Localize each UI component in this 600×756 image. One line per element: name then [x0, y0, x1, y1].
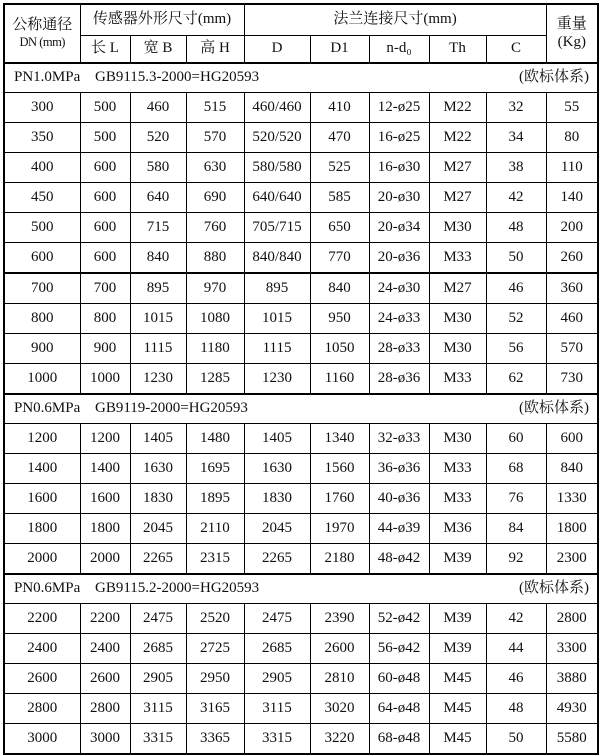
table-row [4, 213, 598, 243]
table-cell: 68 [486, 454, 546, 484]
table-cell: 16-ø25 [369, 123, 429, 153]
table-cell: 800 [80, 304, 130, 334]
table-cell: 28-ø36 [369, 364, 429, 395]
table-cell: 1050 [310, 334, 369, 364]
table-row [4, 183, 598, 213]
table-cell: 20-ø36 [369, 243, 429, 274]
table-cell: 900 [4, 334, 80, 364]
table-cell: 55 [546, 93, 598, 123]
table-cell: 38 [486, 153, 546, 183]
table-row [4, 694, 598, 724]
header-row-groups [4, 4, 598, 36]
table-cell: 880 [186, 243, 244, 274]
header-col-width-b: 宽 B [130, 36, 186, 64]
table-cell: 580/580 [244, 153, 310, 183]
table-cell: 1560 [310, 454, 369, 484]
table-cell: M33 [429, 364, 486, 395]
table-cell: 360 [546, 273, 598, 304]
table-cell: M39 [429, 544, 486, 575]
table-cell: 1200 [4, 424, 80, 454]
table-cell: 400 [4, 153, 80, 183]
table-cell: 140 [546, 183, 598, 213]
table-cell: 525 [310, 153, 369, 183]
table-cell: M33 [429, 484, 486, 514]
table-cell: 1800 [4, 514, 80, 544]
table-cell: 52 [486, 304, 546, 334]
table-cell: 3000 [4, 724, 80, 755]
table-cell: 24-ø33 [369, 304, 429, 334]
table-cell: 1405 [244, 424, 310, 454]
table-cell: 600 [80, 183, 130, 213]
table-cell: M45 [429, 664, 486, 694]
table-cell: 2265 [244, 544, 310, 575]
table-cell: 450 [4, 183, 80, 213]
table-cell: 3315 [130, 724, 186, 755]
table-cell: 1000 [80, 364, 130, 395]
table-cell: 1200 [80, 424, 130, 454]
table-cell: 1830 [130, 484, 186, 514]
table-cell: M30 [429, 304, 486, 334]
table-cell: 570 [186, 123, 244, 153]
table-cell: 3365 [186, 724, 244, 755]
table-cell: 460 [130, 93, 186, 123]
table-cell: 44 [486, 634, 546, 664]
table-cell: 68-ø48 [369, 724, 429, 755]
table-cell: 2905 [244, 664, 310, 694]
table-cell: 2400 [4, 634, 80, 664]
table-cell: 2390 [310, 604, 369, 634]
table-row [4, 273, 598, 304]
table-cell: 600 [546, 424, 598, 454]
table-row [4, 364, 598, 395]
table-cell: 2600 [4, 664, 80, 694]
table-row [4, 664, 598, 694]
table-cell: M30 [429, 424, 486, 454]
table-row [4, 544, 598, 575]
table-cell: 46 [486, 273, 546, 304]
table-cell: 2800 [4, 694, 80, 724]
table-cell: 760 [186, 213, 244, 243]
table-cell: 2315 [186, 544, 244, 575]
section-pressure-rating: PN0.6MPa [14, 400, 81, 417]
table-cell: 650 [310, 213, 369, 243]
table-cell: 1340 [310, 424, 369, 454]
table-cell: 3315 [244, 724, 310, 755]
table-cell: 600 [80, 213, 130, 243]
table-cell: 640/640 [244, 183, 310, 213]
table-cell: 1080 [186, 304, 244, 334]
table-cell: 715 [130, 213, 186, 243]
table-cell: 2600 [80, 664, 130, 694]
table-row [4, 604, 598, 634]
table-row [4, 484, 598, 514]
table-cell: 56-ø42 [369, 634, 429, 664]
header-row-subcols [4, 36, 598, 64]
table-cell: 2475 [244, 604, 310, 634]
table-cell: 520/520 [244, 123, 310, 153]
table-cell: 585 [310, 183, 369, 213]
table-cell: 600 [80, 153, 130, 183]
table-row [4, 153, 598, 183]
table-cell: 3220 [310, 724, 369, 755]
table-cell: 1405 [130, 424, 186, 454]
section-header-cell [4, 63, 598, 93]
table-cell: 350 [4, 123, 80, 153]
table-cell: 62 [486, 364, 546, 395]
table-cell: 2800 [80, 694, 130, 724]
table-cell: 2300 [546, 544, 598, 575]
table-cell: M27 [429, 183, 486, 213]
table-cell: 1695 [186, 454, 244, 484]
table-cell: 3000 [80, 724, 130, 755]
table-cell: 24-ø30 [369, 273, 429, 304]
table-cell: M39 [429, 634, 486, 664]
table-cell: 1160 [310, 364, 369, 395]
table-cell: 705/715 [244, 213, 310, 243]
table-cell: 80 [546, 123, 598, 153]
table-cell: 2000 [4, 544, 80, 575]
table-cell: 410 [310, 93, 369, 123]
table-cell: M27 [429, 273, 486, 304]
table-cell: 1230 [244, 364, 310, 395]
table-cell: 1000 [4, 364, 80, 395]
table-cell: 2000 [80, 544, 130, 575]
table-cell: M45 [429, 724, 486, 755]
table-cell: 2045 [244, 514, 310, 544]
table-cell: 460 [546, 304, 598, 334]
table-cell: 580 [130, 153, 186, 183]
table-cell: 3880 [546, 664, 598, 694]
table-cell: 64-ø48 [369, 694, 429, 724]
table-cell: 2200 [4, 604, 80, 634]
section-system-note: (欧标体系) [519, 69, 590, 86]
table-row [4, 424, 598, 454]
section-header-row [4, 394, 598, 424]
table-cell: 76 [486, 484, 546, 514]
table-cell: 2725 [186, 634, 244, 664]
header-dn [4, 4, 80, 63]
header-dn-line1: 公称通径 [12, 17, 73, 34]
header-weight-line2: (Kg) [557, 34, 586, 50]
table-cell: 2520 [186, 604, 244, 634]
table-cell: 36-ø36 [369, 454, 429, 484]
table-cell: 1180 [186, 334, 244, 364]
table-cell: 515 [186, 93, 244, 123]
table-cell: 110 [546, 153, 598, 183]
table-cell: 48 [486, 213, 546, 243]
table-cell: 1760 [310, 484, 369, 514]
table-cell: 970 [186, 273, 244, 304]
table-cell: 1630 [130, 454, 186, 484]
table-cell: 900 [80, 334, 130, 364]
table-cell: 460/460 [244, 93, 310, 123]
table-cell: M36 [429, 514, 486, 544]
table-cell: 3020 [310, 694, 369, 724]
header-col-n-d0: n-d₀ [369, 36, 429, 64]
table-cell: M33 [429, 243, 486, 274]
table-cell: 1230 [130, 364, 186, 395]
header-col-th: Th [429, 36, 486, 64]
table-cell: 32 [486, 93, 546, 123]
table-cell: 895 [244, 273, 310, 304]
flange-dimension-table [3, 3, 599, 755]
header-dn-line2: DN (mm) [19, 35, 65, 50]
table-cell: 12-ø25 [369, 93, 429, 123]
table-cell: 1600 [4, 484, 80, 514]
table-cell: 840 [130, 243, 186, 274]
table-cell: 770 [310, 243, 369, 274]
section-system-note: (欧标体系) [519, 400, 590, 417]
table-cell: 44-ø39 [369, 514, 429, 544]
table-cell: 40-ø36 [369, 484, 429, 514]
table-cell: 3165 [186, 694, 244, 724]
table-cell: 690 [186, 183, 244, 213]
table-cell: 600 [4, 243, 80, 274]
table-cell: 2810 [310, 664, 369, 694]
table-cell: 50 [486, 243, 546, 274]
table-cell: 2400 [80, 634, 130, 664]
table-cell: 1970 [310, 514, 369, 544]
table-cell: 92 [486, 544, 546, 575]
section-standard-code: GB9115.2-2000=HG20593 [95, 580, 260, 597]
table-cell: 630 [186, 153, 244, 183]
header-col-length-l: 长 L [80, 36, 130, 64]
table-cell: 3300 [546, 634, 598, 664]
header-weight-line1: 重量 [556, 15, 587, 32]
table-cell: M33 [429, 454, 486, 484]
table-cell: 895 [130, 273, 186, 304]
table-cell: 520 [130, 123, 186, 153]
section-standard-code: GB9119-2000=HG20593 [95, 400, 248, 417]
section-header-cell [4, 574, 598, 604]
table-cell: 470 [310, 123, 369, 153]
table-cell: 2600 [310, 634, 369, 664]
table-cell: 42 [486, 183, 546, 213]
table-cell: 46 [486, 664, 546, 694]
table-cell: 600 [80, 243, 130, 274]
table-row [4, 634, 598, 664]
section-header-row [4, 574, 598, 604]
table-cell: 60 [486, 424, 546, 454]
table-cell: M22 [429, 123, 486, 153]
header-weight [546, 4, 598, 63]
table-cell: 500 [80, 123, 130, 153]
table-cell: 1600 [80, 484, 130, 514]
table-cell: 5580 [546, 724, 598, 755]
section-standard-code: GB9115.3-2000=HG20593 [95, 69, 260, 86]
table-cell: 570 [546, 334, 598, 364]
table-row [4, 334, 598, 364]
header-flange-group: 法兰连接尺寸(mm) [244, 4, 546, 36]
table-row [4, 304, 598, 334]
table-cell: 1285 [186, 364, 244, 395]
table-cell: 1400 [80, 454, 130, 484]
table-cell: 2685 [244, 634, 310, 664]
table-cell: 2110 [186, 514, 244, 544]
section-pressure-rating: PN1.0MPa [14, 69, 81, 86]
table-row [4, 243, 598, 274]
table-cell: 2200 [80, 604, 130, 634]
table-cell: 1800 [80, 514, 130, 544]
table-cell: 700 [80, 273, 130, 304]
table-row [4, 454, 598, 484]
section-system-note: (欧标体系) [519, 580, 590, 597]
table-cell: 1115 [244, 334, 310, 364]
table-cell: 1115 [130, 334, 186, 364]
table-cell: 730 [546, 364, 598, 395]
table-cell: M39 [429, 604, 486, 634]
table-cell: 950 [310, 304, 369, 334]
section-header-cell [4, 394, 598, 424]
table-cell: M45 [429, 694, 486, 724]
table-cell: M22 [429, 93, 486, 123]
table-row [4, 93, 598, 123]
table-cell: 42 [486, 604, 546, 634]
table-cell: 2800 [546, 604, 598, 634]
section-pressure-rating: PN0.6MPa [14, 580, 81, 597]
table-cell: 2950 [186, 664, 244, 694]
header-col-d: D [244, 36, 310, 64]
table-row [4, 514, 598, 544]
table-cell: 2475 [130, 604, 186, 634]
table-cell: 1800 [546, 514, 598, 544]
table-cell: 1630 [244, 454, 310, 484]
table-cell: 500 [80, 93, 130, 123]
table-cell: 1400 [4, 454, 80, 484]
table-cell: 28-ø33 [369, 334, 429, 364]
table-cell: 2685 [130, 634, 186, 664]
table-cell: 800 [4, 304, 80, 334]
table-cell: 52-ø42 [369, 604, 429, 634]
table-cell: 840/840 [244, 243, 310, 274]
table-cell: 1330 [546, 484, 598, 514]
table-cell: M30 [429, 213, 486, 243]
table-cell: 3115 [244, 694, 310, 724]
table-cell: 2265 [130, 544, 186, 575]
header-col-d1: D1 [310, 36, 369, 64]
header-col-height-h: 高 H [186, 36, 244, 64]
table-cell: M30 [429, 334, 486, 364]
table-row [4, 724, 598, 755]
table-cell: 300 [4, 93, 80, 123]
table-cell: 50 [486, 724, 546, 755]
section-header-row [4, 63, 598, 93]
table-cell: 260 [546, 243, 598, 274]
table-cell: 1830 [244, 484, 310, 514]
table-cell: 1015 [130, 304, 186, 334]
table-cell: 56 [486, 334, 546, 364]
table-cell: 640 [130, 183, 186, 213]
table-row [4, 123, 598, 153]
table-cell: 84 [486, 514, 546, 544]
table-cell: 840 [310, 273, 369, 304]
table-cell: 16-ø30 [369, 153, 429, 183]
table-cell: 2045 [130, 514, 186, 544]
table-cell: 1895 [186, 484, 244, 514]
table-cell: 200 [546, 213, 598, 243]
table-cell: 32-ø33 [369, 424, 429, 454]
table-cell: 60-ø48 [369, 664, 429, 694]
header-sensor-group: 传感器外形尺寸(mm) [80, 4, 244, 36]
table-cell: 840 [546, 454, 598, 484]
table-cell: 20-ø30 [369, 183, 429, 213]
table-cell: 48-ø42 [369, 544, 429, 575]
table-cell: 48 [486, 694, 546, 724]
table-cell: M27 [429, 153, 486, 183]
table-cell: 2180 [310, 544, 369, 575]
table-cell: 20-ø34 [369, 213, 429, 243]
table-cell: 3115 [130, 694, 186, 724]
header-col-c: C [486, 36, 546, 64]
table-cell: 34 [486, 123, 546, 153]
table-cell: 1480 [186, 424, 244, 454]
table-cell: 2905 [130, 664, 186, 694]
table-cell: 700 [4, 273, 80, 304]
table-cell: 1015 [244, 304, 310, 334]
table-cell: 4930 [546, 694, 598, 724]
table-cell: 500 [4, 213, 80, 243]
table-body [4, 63, 598, 754]
table-header [4, 4, 598, 63]
